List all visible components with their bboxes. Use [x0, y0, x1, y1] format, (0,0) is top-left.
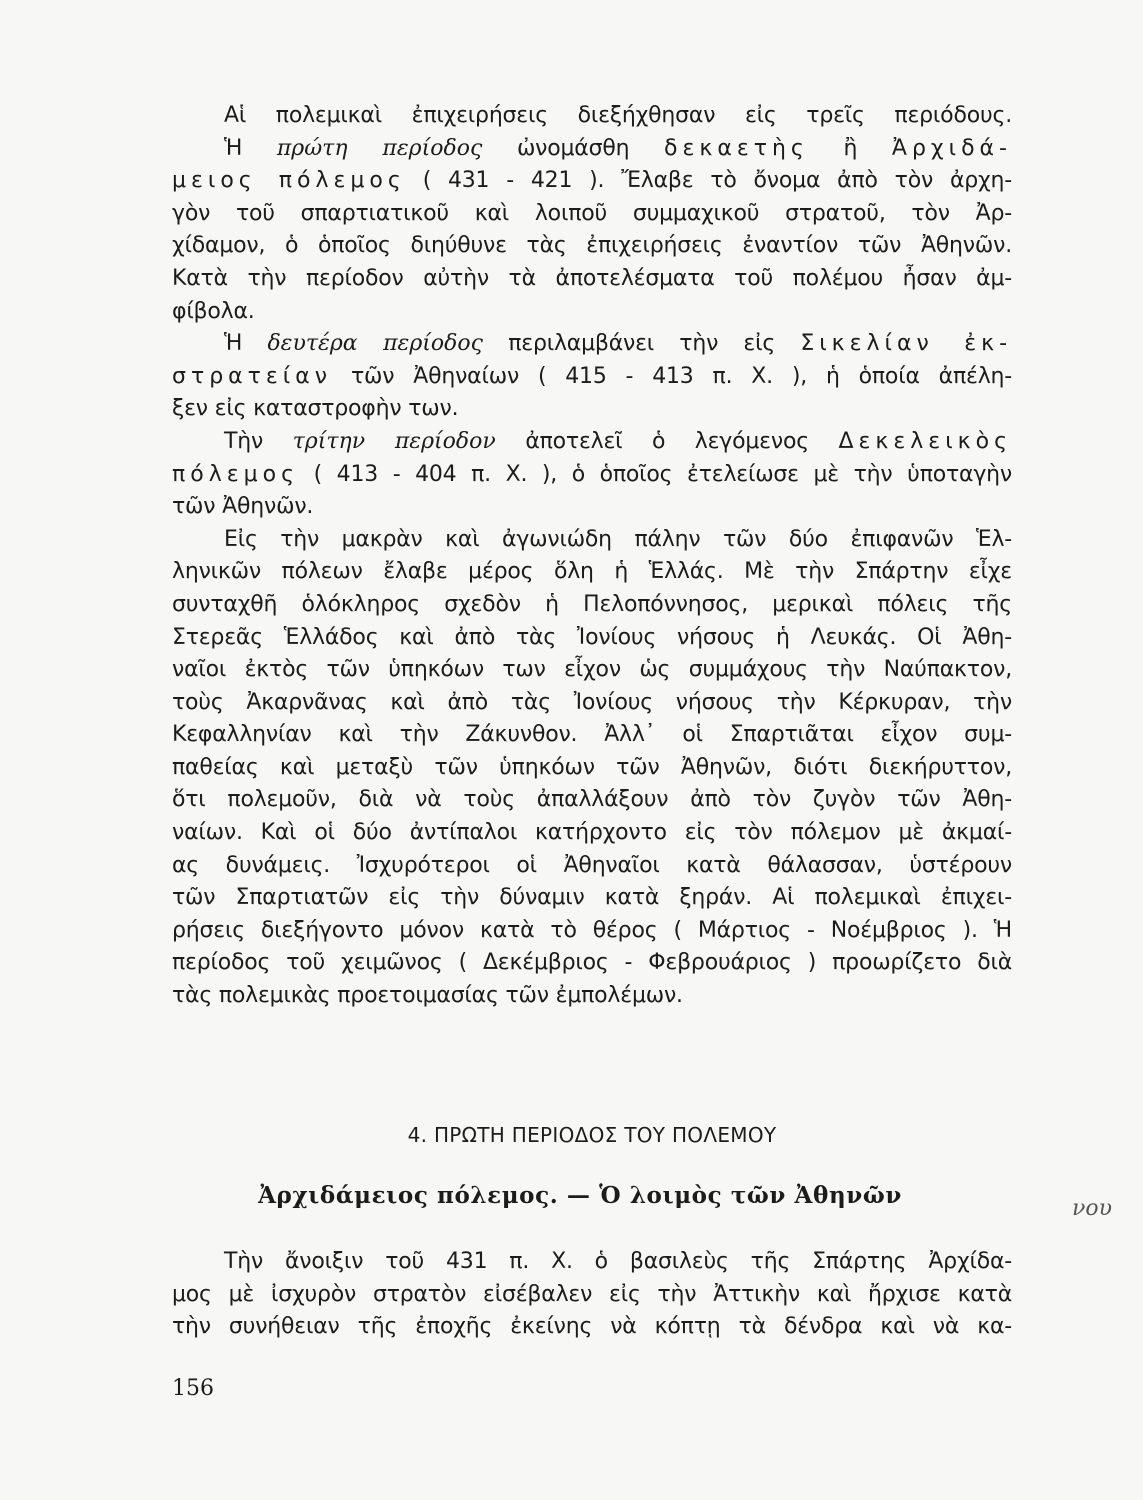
text-line: τῶν Ἀθηνῶν.	[172, 494, 314, 520]
section-text	[172, 1246, 1012, 1344]
text-line: ὅτι πολεμοῦν, διὰ νὰ τοὺς ἀπαλλάξουν ἀπὸ τὸν ζυγὸν τῶν Ἀθη-	[172, 787, 1012, 813]
text-line: Εἰς τὴν μακρὰν καὶ ἀγωνιώδη πάλην τῶν δύο ἐπιφανῶν Ἑλ-	[224, 526, 1012, 552]
text-line: στρατείαν τῶν Ἀθηναίων ( 415 - 413 π. Χ. ), ἡ ὁποία ἀπέλη-	[172, 363, 1012, 389]
text-line: χίδαμον, ὁ ὁποῖος διηύθυνε τὰς ἐπιχειρήσεις ἐναντίον τῶν Ἀθηνῶν.	[172, 233, 1012, 259]
text-line: Τὴν ἄνοιξιν τοῦ 431 π. Χ. ὁ βασιλεὺς τῆς Σπάρτης Ἀρχίδα-	[224, 1249, 1012, 1274]
text-line: τὰς πολεμικὰς προετοιμασίας τῶν ἐμπολέμων.	[172, 983, 683, 1009]
text-line: τοὺς Ἀκαρνᾶνας καὶ ἀπὸ τὰς Ἰονίους νήσους τὴν Κέρκυραν, τὴν	[172, 689, 1012, 715]
page-number: 156	[172, 1376, 214, 1401]
text-line: ναῖοι ἐκτὸς τῶν ὑπηκόων των εἶχον ὡς συμμάχους τὴν Ναύπακτον,	[172, 657, 1012, 683]
text-line: μος μὲ ἰσχυρὸν στρατὸν εἰσέβαλεν εἰς τὴν Ἀττικὴν καὶ ἤρχισε κατὰ	[172, 1281, 1012, 1307]
text-line: συνταχθῆ ὁλόκληρος σχεδὸν ἡ Πελοπόννησος, μερικαὶ πόλεις τῆς	[172, 591, 1012, 617]
text-line: Κατὰ τὴν περίοδον αὐτὴν τὰ ἀποτελέσματα τοῦ πολέμου ἦσαν ἀμ-	[172, 265, 1012, 291]
text-line: Ἡ δευτέρα περίοδος περιλαμβάνει τὴν εἰς Σικελίαν ἐκ-	[224, 331, 1013, 357]
text-line: φίβολα.	[172, 298, 255, 324]
text-line: πόλεμος ( 413 - 404 π. Χ. ), ὁ ὁποῖος ἐτελείωσε μὲ τὴν ὑποταγὴν	[172, 461, 1012, 487]
text-line: παθείας καὶ μεταξὺ τῶν ὑπηκόων τῶν Ἀθηνῶν, διότι διεκήρυττον,	[172, 754, 1012, 780]
text-line: Ἡ πρώτη περίοδος ὠνομάσθη δεκαετὴς ἢ Ἀρχιδά-	[224, 135, 1012, 161]
text-line: ναίων. Καὶ οἱ δύο ἀντίπαλοι κατήρχοντο εἰς τὸν πόλεμον μὲ ἀκμαί-	[172, 820, 1012, 846]
text-line: Κεφαλληνίαν καὶ τὴν Ζάκυνθον. Ἀλλ᾽ οἱ Σπαρτιᾶται εἶχον συμ-	[172, 722, 1012, 748]
text-line: Στερεᾶς Ἑλλάδος καὶ ἀπὸ τὰς Ἰονίους νήσους ἡ Λευκάς. Οἱ Ἀθη-	[172, 624, 1012, 650]
text-line: γὸν τοῦ σπαρτιατικοῦ καὶ λοιποῦ συμμαχικοῦ στρατοῦ, τὸν Ἀρ-	[172, 200, 1012, 226]
text-line: τῶν Σπαρτιατῶν εἰς τὴν δύναμιν κατὰ ξηράν. Αἱ πολεμικαὶ ἐπιχει-	[172, 885, 1012, 911]
text-line: ρήσεις διεξήγοντο μόνον κατὰ τὸ θέρος ( Μάρτιος - Νοέμβριος ). Ἡ	[172, 917, 1012, 943]
text-line: τὴν συνήθειαν τῆς ἐποχῆς ἐκείνης νὰ κόπτῃ τὰ δένδρα καὶ νὰ κα-	[172, 1314, 1012, 1340]
text-line: μειος πόλεμος ( 431 - 421 ). Ἔλαβε τὸ ὄνομα ἀπὸ τὸν ἀρχη-	[172, 168, 1012, 194]
text-line: ξεν εἰς καταστροφὴν των.	[172, 396, 459, 422]
text-line: ας δυνάμεις. Ἰσχυρότεροι οἱ Ἀθηναῖοι κατὰ θάλασσαν, ὑστέρουν	[172, 852, 1012, 878]
section-heading: 4. ΠΡΩΤΗ ΠΕΡΙΟΔΟΣ ΤΟΥ ΠΟΛΕΜΟΥ	[407, 1123, 777, 1147]
text-line: Τὴν τρίτην περίοδον ἀποτελεῖ ὁ λεγόμενος Δεκελεικὸς	[224, 428, 1012, 454]
text-line: περίοδος τοῦ χειμῶνος ( Δεκέμβριος - Φεβρουάριος ) προωρίζετο διὰ	[172, 950, 1012, 976]
text-line: ληνικῶν πόλεων ἔλαβε μέρος ὅλη ἡ Ἑλλάς. Μὲ τὴν Σπάρτην εἶχε	[172, 559, 1012, 585]
section-subheading: Ἀρχιδάμειος πόλεμος. — Ὁ λοιμὸς τῶν Ἀθηνῶν	[258, 1182, 902, 1209]
main-text	[172, 100, 1012, 1013]
text-line: Αἱ πολεμικαὶ ἐπιχειρήσεις διεξήχθησαν εἰς τρεῖς περιόδους.	[224, 103, 1012, 128]
handwritten-margin-note: νου	[1072, 1196, 1112, 1221]
